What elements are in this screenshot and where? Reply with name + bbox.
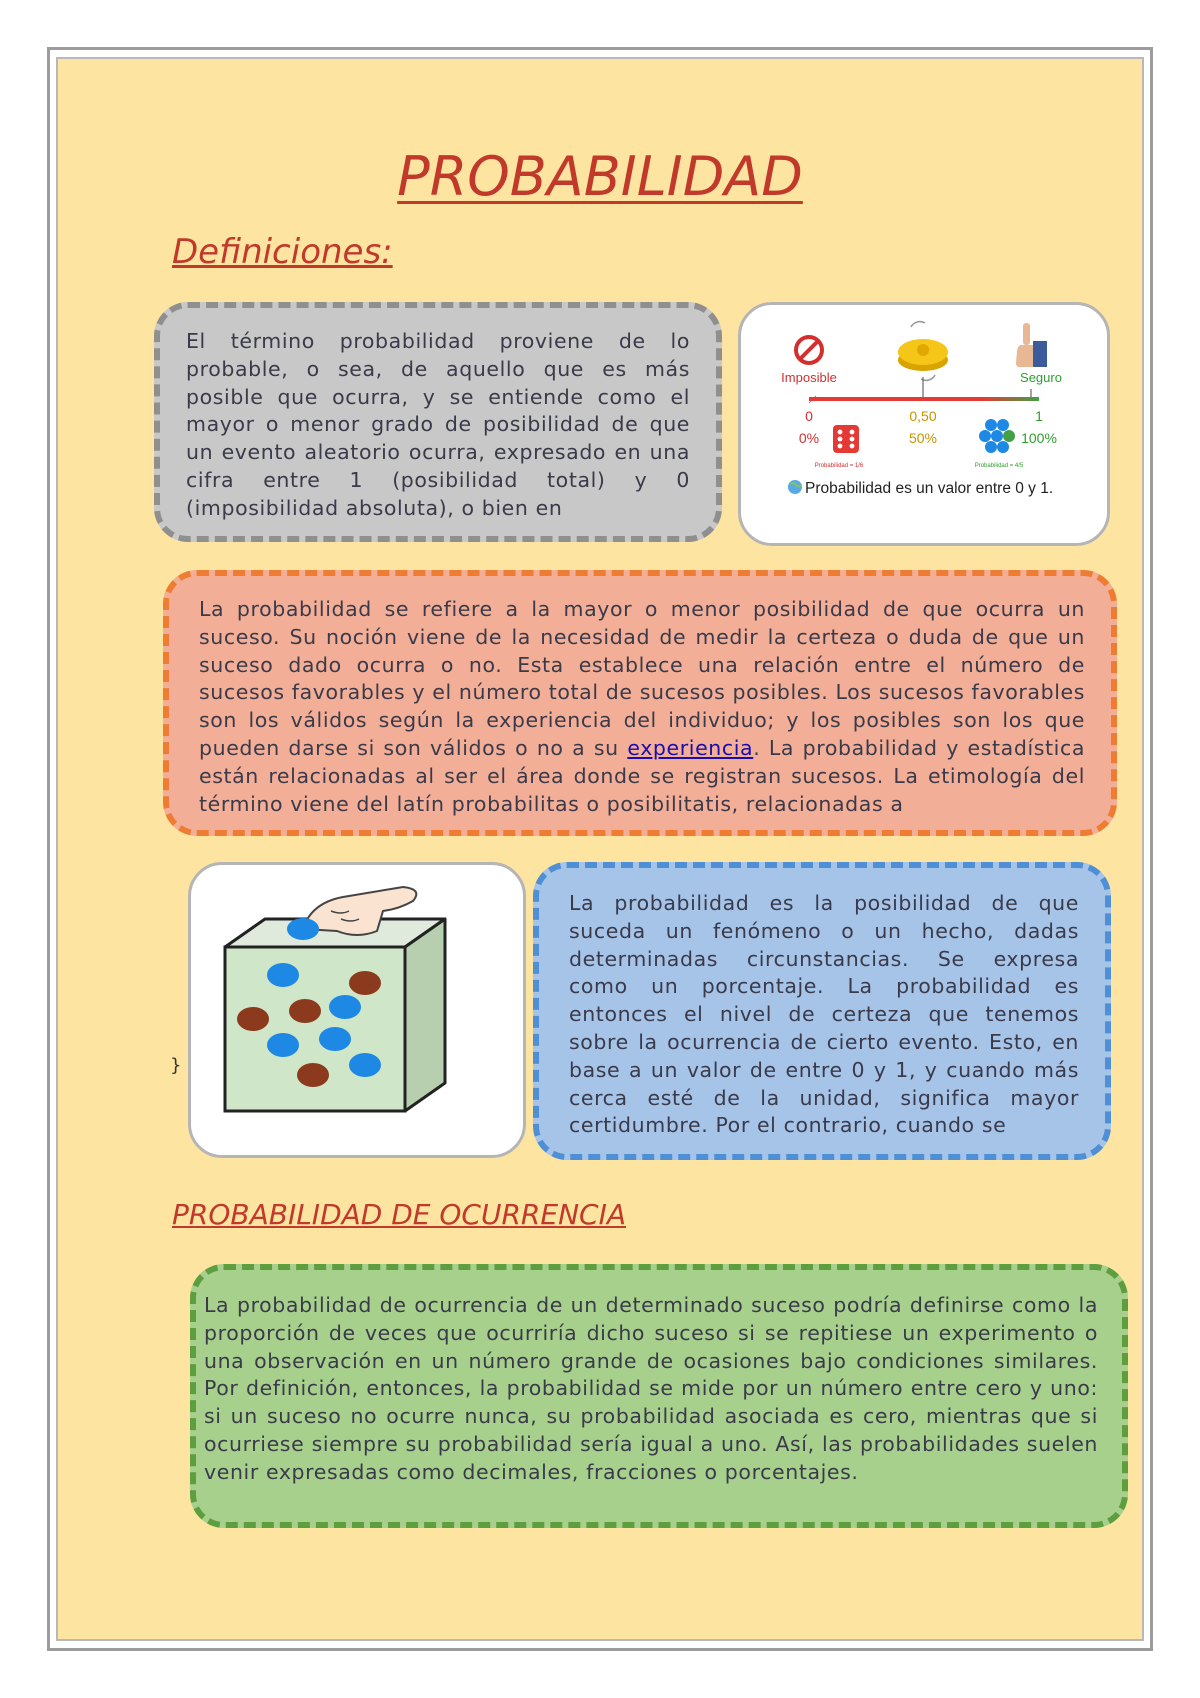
marbles-icon [979,419,1015,453]
orange-text-start: La probabilidad se refiere a la mayor o menor posibilidad de que ocurra un suceso. Su noción viene de la necesidad de medir la certeza o duda de que un suceso dado ocurra o no. Esta establece una relación entre el número de sucesos favorables y el número total de sucesos posibles. Los sucesos favorables son los válidos según la experiencia del individuo; y los posibles son los que pueden darse si son válidos o no a su [199,597,1085,760]
value-one: 1 [1035,408,1043,424]
globe-icon [788,480,802,494]
definition-text-orange [199,596,1085,818]
occurrence-text-green: La probabilidad de ocurrencia de un determinado suceso podría definirse como la proporción de veces que ocurriría dicho suceso si se repitiese un experimento o una observación en un número grande de ocasiones bajo condiciones similares. Por definición, entonces, la probabilidad se mide por un número entre cero y uno: si un suceso no ocurre nunca, su probabilidad asociada es cero, mientras que si ocurriese siempre su probabilidad sería igual a uno. Así, las probabilidades suelen venir expresadas como decimales, fracciones o porcentajes. [204,1293,1098,1484]
orange-text-end: . La probabilidad y estadística están relacionadas al ser el área donde se registran sucesos. La etimología del término viene del latín probabilitas o posibilitatis, relacionadas a [199,735,1085,816]
percent-zero: 0% [798,430,820,446]
probability-scale-image [738,302,1110,546]
definition-text-blue: La probabilidad es la posibilidad de que suceda un fenómeno o un hecho, dadas determinadas circunstancias. Se expresa como un porcentaje. La probabilidad es entonces el nivel de certeza que tenemos sobre la ocurrencia de cierto evento. Esto, en base a un valor de entre 0 y 1, y cuando más cerca esté de la unidad, significa mayor certidumbre. Por el contrario, cuando se [569,891,1079,1138]
small-prob-left: Probabilidad = 1/6 [814,463,864,469]
held-ball [287,918,319,940]
section-heading-occurrence: PROBABILIDAD DE OCURRENCIA [172,1198,626,1231]
experiencia-link[interactable]: experiencia [627,735,754,760]
label-impossible: Imposible [781,370,837,385]
die-icon [833,425,859,453]
value-half: 0,50 [909,408,937,424]
small-prob-right: Probabilidad = 4/5 [974,463,1024,469]
percent-fifty: 50% [908,430,938,446]
percent-hundred: 100% [1021,430,1057,446]
probability-scale-graphic [741,305,1107,543]
definition-box-blue [533,862,1111,1160]
urn-graphic [191,865,523,1155]
thumbs-up-icon [1016,323,1047,367]
occurrence-box-green [190,1264,1128,1528]
urn-image [188,862,526,1158]
section-heading-definitions: Definiciones: [172,232,393,272]
coin-icon [898,322,948,381]
scale-caption: Probabilidad es un valor entre 0 y 1. [805,480,1054,497]
label-sure: Seguro [1020,370,1062,385]
probability-scale-line [809,397,1039,401]
stray-brace: } [170,1055,182,1076]
definition-box-orange [163,570,1117,836]
page-title: PROBABILIDAD [397,145,803,208]
value-zero: 0 [805,408,813,424]
prohibited-icon [796,337,822,363]
definition-box-gray [154,302,722,542]
definition-text-gray: El término probabilidad proviene de lo probable, o sea, de aquello que es más posible que ocurra, y se entiende como el mayor o menor grado de posibilidad de que un evento aleatorio ocurra, expresado en una cifra entre 1 (posibilidad total) y 0 (imposibilidad absoluta), o bien en [186,329,690,520]
